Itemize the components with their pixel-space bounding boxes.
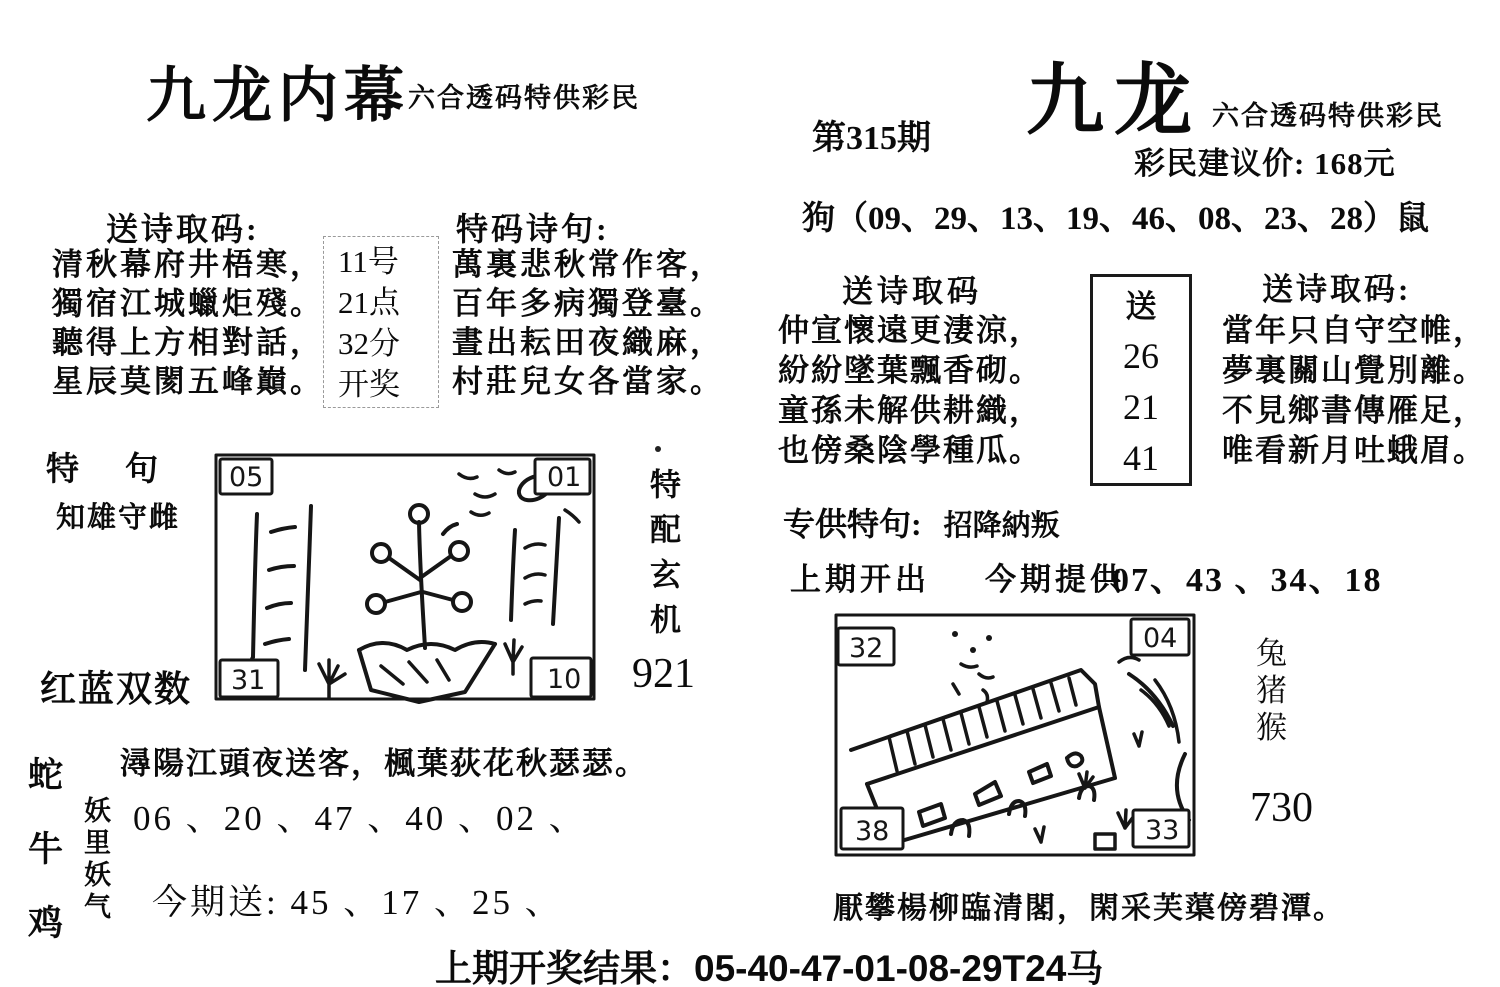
draw-time-box bbox=[323, 236, 439, 408]
right-masthead-subtitle: 六合透码特供彩民 bbox=[1212, 101, 1444, 131]
poem-line: 當年只自守空帷， bbox=[1222, 313, 1486, 348]
poem-line: 清秋幕府井梧寒， bbox=[52, 247, 324, 282]
previous-result-line: 上期开奖结果：05-40-47-01-08-29T24马 bbox=[435, 948, 1104, 987]
poem-line: 唯看新月吐蛾眉。 bbox=[1222, 433, 1486, 468]
special-label: 专供特句: bbox=[783, 506, 922, 542]
left-poem1-header: 送诗取码: bbox=[106, 211, 260, 247]
draw-time-row: 32分 bbox=[338, 326, 400, 361]
right-masthead-title: 九龙 bbox=[1026, 57, 1203, 144]
zodiac-char: 牛 bbox=[28, 830, 64, 869]
poem-line: 百年多病獨登臺。 bbox=[452, 286, 724, 321]
poem-line: 晝出耘田夜織麻， bbox=[452, 325, 724, 360]
side-vertical-label: 特配玄机 bbox=[645, 468, 680, 648]
left-masthead-subtitle: 六合透码特供彩民 bbox=[408, 83, 640, 113]
zodiac-char: 鸡 bbox=[28, 904, 64, 943]
poem-line: 紛紛墜葉飄香砌。 bbox=[778, 353, 1042, 388]
poem-line: 也傍桑陰學種瓜。 bbox=[778, 433, 1042, 468]
song-box-number: 41 bbox=[1123, 437, 1159, 478]
song-box-label: 送 bbox=[1125, 289, 1157, 325]
sketch-corner-number: 38 bbox=[855, 816, 890, 847]
draw-time-row: 21点 bbox=[338, 285, 400, 320]
special-line bbox=[783, 499, 1060, 545]
red-blue-label: 红蓝双数 bbox=[40, 669, 193, 709]
price-line: 彩民建议价: 168元 bbox=[1134, 146, 1396, 181]
zodiac-char: 兔 bbox=[1256, 636, 1287, 671]
poem-line: 村莊兒女各當家。 bbox=[452, 364, 724, 399]
poem-line: 聽得上方相對話， bbox=[52, 325, 324, 360]
sketch-corner-number: 01 bbox=[547, 462, 582, 493]
zodiac-char: 猴 bbox=[1256, 710, 1287, 745]
sketch-corner-number: 05 bbox=[229, 462, 264, 493]
ink-dot bbox=[655, 446, 661, 452]
sketch-corner-number: 10 bbox=[547, 664, 582, 695]
sketch-corner-number: 31 bbox=[231, 665, 266, 696]
current-provide-label: 今期提供 bbox=[985, 562, 1125, 597]
song-numbers-box bbox=[1090, 274, 1192, 486]
left-numbers-line: 06 、20 、47 、40 、02 、 bbox=[133, 799, 587, 838]
sketch-corner-number: 04 bbox=[1143, 623, 1178, 654]
house-sketch-drawing bbox=[833, 612, 1197, 860]
right-poem2-header: 送诗取码: bbox=[1262, 272, 1412, 307]
poem-line: 不見鄉書傳雁足， bbox=[1222, 393, 1486, 428]
poem-line: 獨宿江城蠟炬殘。 bbox=[52, 286, 324, 321]
song-box-number: 26 bbox=[1123, 336, 1159, 377]
sketch-corner-number: 33 bbox=[1145, 815, 1180, 846]
poem-line: 仲宣懷遠更淒涼， bbox=[778, 313, 1042, 348]
right-poem1 bbox=[778, 311, 1042, 471]
left-poem1 bbox=[52, 245, 324, 401]
poem-line: 星辰莫閡五峰巔。 bbox=[52, 364, 324, 399]
left-poem2 bbox=[452, 245, 724, 401]
right-code-number: 730 bbox=[1250, 785, 1313, 831]
left-gift-line: 今期送: 45 、17 、25 、 bbox=[152, 883, 563, 922]
special-value: 招降納叛 bbox=[943, 510, 1060, 542]
aura-vertical-label: 妖里妖气 bbox=[80, 796, 110, 924]
poem-line: 夢裏關山覺別離。 bbox=[1222, 353, 1486, 388]
issue-number: 第315期 bbox=[812, 120, 931, 157]
prev-draw-label: 上期开出 bbox=[790, 562, 930, 597]
provide-numbers: 07、43 、34、18 bbox=[1112, 562, 1383, 599]
te-ju-text: 知雄守雌 bbox=[56, 502, 181, 534]
poem-line: 童孫未解供耕織， bbox=[778, 393, 1042, 428]
zodiac-char: 蛇 bbox=[28, 756, 64, 795]
draw-time-row: 开奖 bbox=[338, 367, 400, 402]
draw-time-row: 11号 bbox=[338, 244, 399, 279]
poem-line: 萬裏悲秋常作客， bbox=[452, 247, 724, 282]
plant-sketch-drawing bbox=[213, 452, 597, 704]
zodiac-number-line: 狗（09、29、13、19、46、08、23、28）鼠 bbox=[802, 201, 1429, 237]
left-code-number: 921 bbox=[632, 651, 695, 697]
left-masthead-title: 九龙内幕 bbox=[146, 63, 410, 129]
te-ju-label: 特句 bbox=[46, 452, 204, 488]
right-poem2 bbox=[1222, 311, 1486, 471]
song-box-number: 21 bbox=[1123, 386, 1159, 427]
right-poem1-header: 送诗取码 bbox=[842, 274, 982, 309]
left-sketch bbox=[213, 452, 597, 704]
bottom-left-poem: 潯陽江頭夜送客，楓葉荻花秋瑟瑟。 bbox=[120, 746, 648, 781]
right-sketch-caption: 厭攀楊柳臨清閣，閑采芙蕖傍碧潭。 bbox=[833, 892, 1345, 925]
sketch-corner-number: 32 bbox=[849, 633, 884, 664]
zodiac-char: 猪 bbox=[1256, 673, 1287, 708]
left-poem2-header: 特码诗句: bbox=[456, 211, 610, 247]
right-sketch bbox=[833, 612, 1197, 860]
